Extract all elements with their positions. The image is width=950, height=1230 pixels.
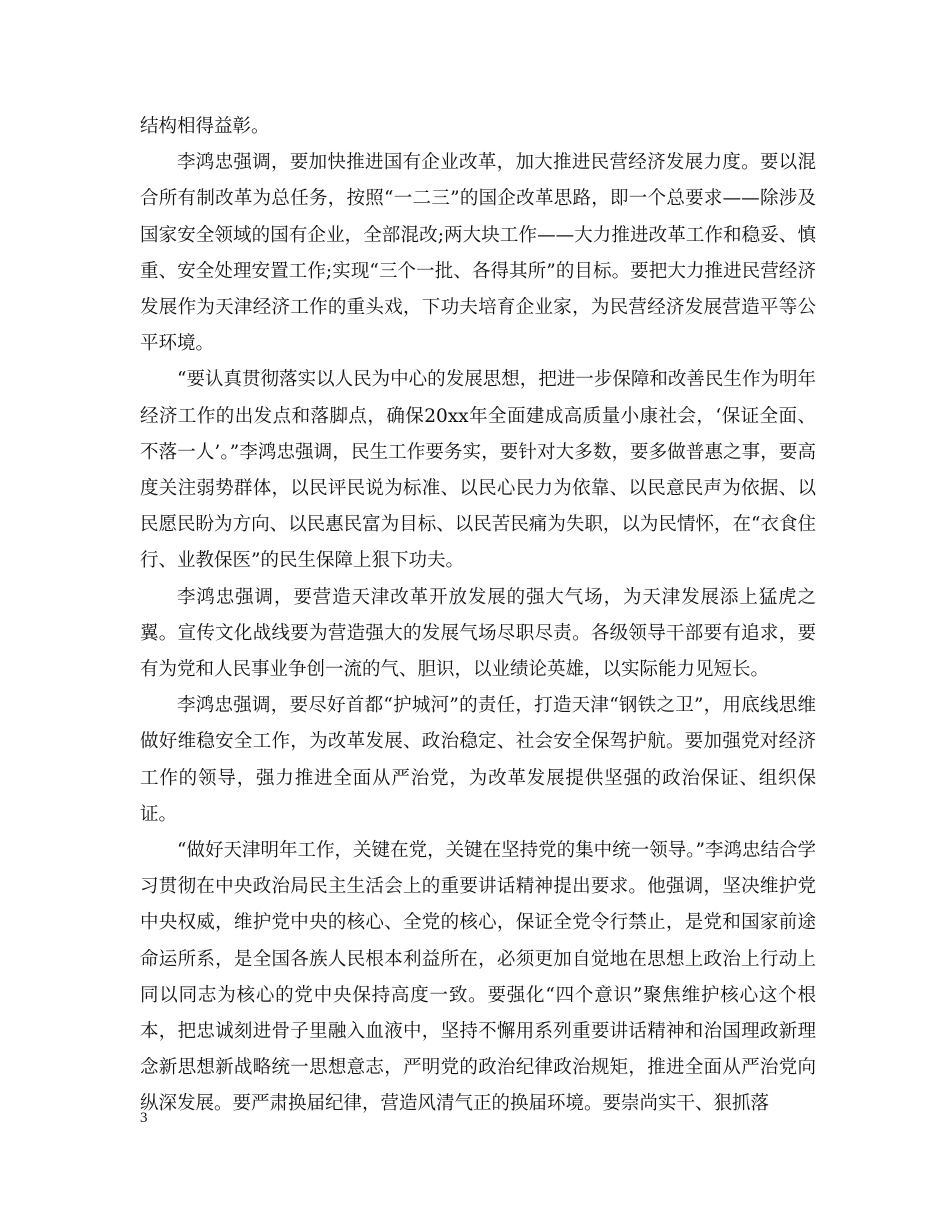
paragraph: 李鸿忠强调，要加快推进国有企业改革，加大推进民营经济发展力度。要以混合所有制改革为总任务，按照“一二三”的国企改革思路，即一个总要求——除涉及国家安全领域的国有企业，全部混改;两大块工作——大力推进改革工作和稳妥、慎重、安全处理安置工作;实现“三个一批、各得其所”的目标。要把大力推进民营经济发展作为天津经济工作的重头戏，下功夫培育企业家，为民营经济发展营造平等公平环境。: [140, 152, 816, 355]
page-number: 3: [140, 1110, 148, 1126]
paragraph: “做好天津明年工作，关键在党，关键在坚持党的集中统一领导。”李鸿忠结合学习贯彻在中央政治局民主生活会上的重要讲话精神提出要求。他强调，坚决维护党中央权威，维护党中央的核心、全党的核心，保证全党令行禁止，是党和国家前途命运所系，是全国各族人民根本利益所在，必须更加自觉地在思想上政治上行动上同以同志为核心的党中央保持高度一致。要强化“四个意识”聚焦维护核心这个根本，把忠诚刻进骨子里融入血液中，坚持不懈用系列重要讲话精神和治国理政新理念新思想新战略统一思想意志，严明党的政治纪律政治规矩，推进全面从严治党向纵深发展。要严肃换届纪律，营造风清气正的换届环境。要崇尚实干、狠抓落: [140, 840, 816, 1115]
paragraph: “要认真贯彻落实以人民为中心的发展思想，把进一步保障和改善民生作为明年经济工作的出发点和落脚点，确保20xx年全面建成高质量小康社会，‘保证全面、不落一人’。”李鸿忠强调，民生工作要务实，要针对大多数，要多做普惠之事，要高度关注弱势群体，以民评民说为标准、以民心民力为依靠、以民意民声为依据、以民愿民盼为方向、以民惠民富为目标、以民苦民痛为失职，以为民情怀，在“衣食住行、业教保医”的民生保障上狠下功夫。: [140, 369, 816, 572]
body-text: [140, 109, 816, 1123]
paragraph-continuation: 结构相得益彰。: [140, 116, 270, 137]
paragraph: 李鸿忠强调，要尽好首都“护城河”的责任，打造天津“钢铁之卫”，用底线思维做好维稳安全工作，为改革发展、政治稳定、社会安全保驾护航。要加强党对经济工作的领导，强力推进全面从严治党，为改革发展提供坚强的政治保证、组织保证。: [140, 695, 816, 825]
paragraph: 李鸿忠强调，要营造天津改革开放发展的强大气场，为天津发展添上猛虎之翼。宣传文化战线要为营造强大的发展气场尽职尽责。各级领导干部要有追求，要有为党和人民事业争创一流的气、胆识，以业绩论英雄，以实际能力见短长。: [140, 586, 816, 681]
